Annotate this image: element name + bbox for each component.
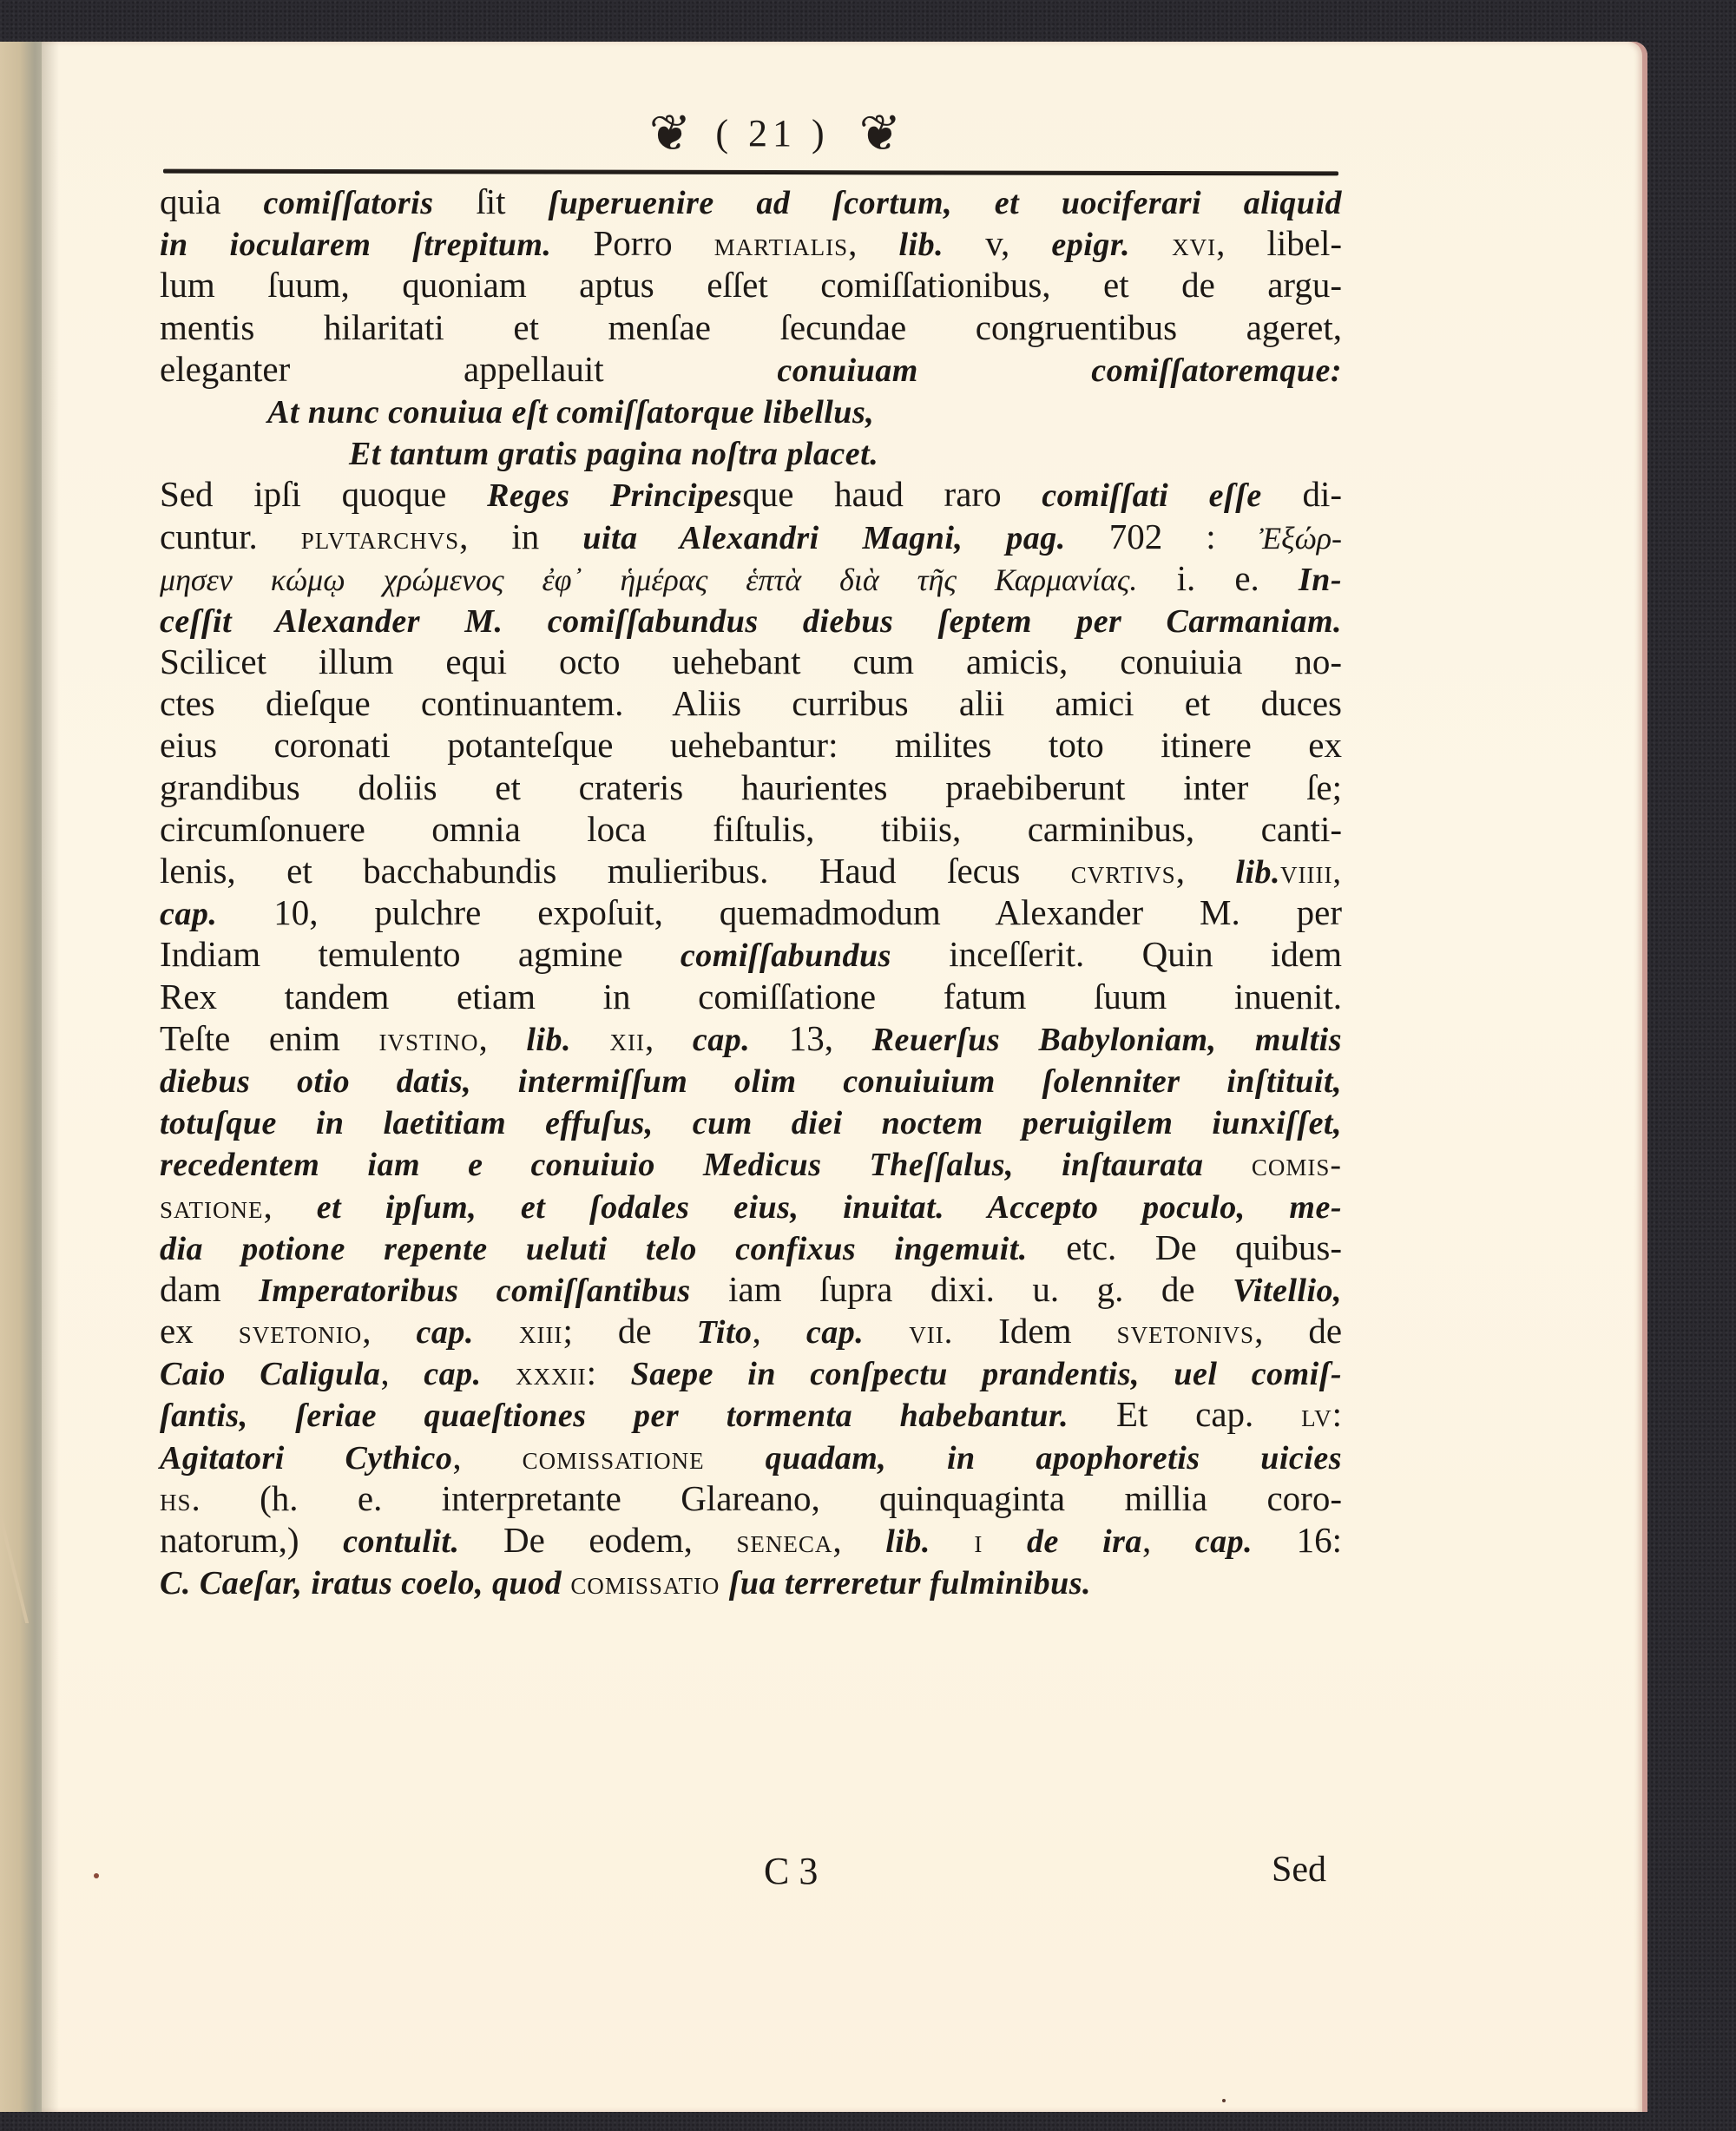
small-caps-name: vii. [909,1314,954,1352]
text-line [160,933,1342,975]
italic-text: contulit. [343,1523,460,1560]
roman-text: cuntur. [160,516,301,556]
italic-text: Saepe in conſpectu prandentis, uel comiſ- [630,1356,1343,1393]
italic-text: comiſſati eſſe [1042,477,1262,515]
roman-text [720,1562,728,1602]
ink-speck [94,1873,99,1878]
body-text [160,181,1342,1602]
roman-text: Et cap. [1069,1394,1302,1435]
fleuron-left-icon: ❦ [648,103,687,162]
small-caps-name: comissatione [522,1439,705,1477]
small-caps-name: xxxii [516,1356,587,1393]
roman-text [562,1562,570,1602]
small-caps-name: martialis [713,227,849,264]
text-line [160,1017,1342,1059]
text-line [160,1436,1342,1477]
text-line [160,1519,1342,1561]
text-line [160,1310,1342,1352]
text-line [160,641,1342,682]
roman-text [571,1018,610,1058]
roman-text: eleganter appellauit [160,348,778,389]
roman-text [1130,223,1172,263]
italic-text: In- [1298,561,1342,598]
roman-text: Teſte enim [160,1017,379,1058]
roman-text [983,1520,1027,1560]
roman-text: natorum,) [160,1520,344,1560]
roman-text: . (h. e. interpretante Glareano, quinquaginta millia coro- [191,1477,1342,1518]
italic-text: quadam, in apophoretis uicies [765,1439,1343,1477]
small-caps-name: comis- [1251,1147,1342,1184]
roman-text: , [1175,851,1236,891]
italic-text: ceſſit Alexander M. comiſſabundus diebus ſeptem per Carmaniam. [160,602,1342,640]
roman-text: di- [1261,474,1343,515]
roman-text: De eodem, [459,1520,737,1560]
italic-text: ſua terreretur fulminibus. [728,1565,1092,1602]
roman-text: Porro [551,223,714,264]
small-caps-name: viiii, [1280,854,1342,891]
italic-text: Agitatori Cythico [160,1439,453,1477]
running-header [556,102,990,163]
roman-text: circumſonuere omnia loca fiſtulis, tibiis, carminibus, canti- [160,808,1342,849]
roman-text: ; de [562,1311,697,1352]
roman-text: Rex tandem etiam in comiſſatione fatum ſuum inuenit. [160,976,1342,1016]
small-caps-name: lv [1301,1398,1332,1435]
roman-text: 10, pulchre expoſuit, quemadmodum Alexander M. per [217,892,1342,933]
roman-text: lenis, et bacchabundis mulieribus. Haud ſecus [160,851,1071,891]
roman-text: iam ſupra dixi. u. g. de [690,1268,1233,1309]
italic-text: cap. [424,1356,482,1393]
text-line [160,1059,1342,1101]
text-line [160,766,1342,808]
roman-text [1204,1143,1252,1183]
small-caps-name: svetonivs [1116,1314,1255,1352]
small-caps-name: satione [160,1188,264,1226]
italic-text: Vitellio, [1233,1272,1342,1309]
ink-speck [1222,2099,1226,2102]
text-line [160,1227,1342,1268]
text-line [160,431,1342,473]
italic-text: de ira [1026,1523,1142,1560]
roman-text: : [586,1352,631,1393]
roman-text: , [645,1017,693,1058]
text-line [160,599,1342,641]
roman-text: v, [944,223,1052,264]
book-gutter [0,42,43,2112]
small-caps-name: plvtarchvs [300,519,460,556]
roman-text: : [1332,1394,1342,1435]
italic-text: comiſſatoris [263,185,434,221]
roman-text: quia [160,181,264,221]
italic-text: cap. [806,1314,865,1352]
roman-text: 16: [1253,1520,1343,1560]
roman-text: Sed ipſi quoque [160,474,488,515]
roman-text: ctes dieſque continuantem. Aliis curribus alii amici et duces [160,683,1342,724]
greek-text: μησεν κώμῳ χρώμενος ἐφ᾽ ἡμέρας ἑπτὰ διὰ τῆς Καρμανίας. [160,562,1138,597]
roman-text: ex [160,1311,239,1352]
roman-text: Scilicet illum equi octo uehebant cum amicis, conuiuia no- [160,641,1342,682]
italic-text: in iocularem ſtrepitum. [160,227,552,264]
text-line [160,264,1342,306]
roman-text: , [752,1311,806,1352]
small-caps-name: xvi [1172,227,1217,264]
roman-text: lum ſuum, quoniam aptus eſſet comiſſationibus, et de argu- [160,265,1342,306]
roman-text: eius coronati potanteſque uehebantur: milites toto itinere ex [160,725,1342,766]
roman-text: , [478,1017,527,1058]
italic-text: conuiuam comiſſatoremque: [777,352,1342,389]
italic-text: Reges Principes [487,477,743,515]
text-line [160,222,1342,264]
italic-text: lib. [885,1523,930,1560]
italic-text: diebus otio datis, intermiſſum olim conuiuium ſolenniter inſtituit, [160,1062,1342,1100]
italic-text: Tito [696,1314,753,1352]
italic-text: Caio Caligula [160,1356,381,1393]
italic-text: comiſſabundus [680,937,891,975]
roman-text: , [452,1436,523,1477]
text-line [160,1352,1342,1393]
roman-text: grandibus doliis et crateris haurientes praebiberunt inter ſe; [160,766,1342,807]
text-line [160,1101,1342,1142]
italic-text: recedentem iam e conuiuio Medicus Theſſalus, inſtaurata [160,1147,1204,1184]
roman-text: , [848,223,899,264]
catchword: Sed [1272,1850,1326,1890]
page-number: ( 21 ) [715,111,830,155]
text-line [160,976,1342,1017]
text-line [160,1142,1342,1184]
roman-text: Indiam temulento agmine [160,934,681,975]
italic-text: cap. [1194,1523,1253,1560]
small-caps-name: comissatio [570,1565,720,1602]
text-line [160,473,1342,515]
text-line [160,1185,1342,1227]
roman-text [474,1311,519,1351]
italic-text: lib. [898,227,944,264]
italic-text: dia potione repente ueluti telo confixus ingemuit. [160,1230,1028,1267]
italic-text: cap. [160,896,218,933]
text-line [160,1561,1342,1602]
roman-text: ſit [433,181,549,221]
small-caps-name: svetonio [238,1314,363,1352]
small-caps-name: seneca [736,1523,833,1560]
small-caps-name: i [974,1523,983,1560]
roman-text: 702 : [1065,516,1259,556]
roman-text: , [263,1185,317,1226]
roman-text: , [832,1520,886,1560]
italic-text: Et tantum gratis pagina noſtra placet. [349,436,879,473]
roman-text: dam [160,1268,260,1309]
italic-text: Reuerſus Babyloniam, multis [871,1021,1343,1058]
text-line [160,390,1342,431]
roman-text [930,1520,975,1560]
italic-text: et ipſum, et ſodales eius, inuitat. Accepto poculo, me- [316,1188,1342,1226]
roman-text [705,1437,766,1477]
roman-text: Idem [953,1311,1117,1352]
italic-text: lib. [526,1021,571,1058]
italic-text: Imperatoribus comiſſantibus [259,1272,691,1309]
text-line [160,516,1342,557]
italic-text: ſuperuenire ad ſcortum, et uociferari aliquid [548,185,1342,221]
small-caps-name: ivstino [378,1021,479,1058]
italic-text: ſantis, ſeriae quaeſtiones per tormenta habebantur. [160,1398,1069,1435]
italic-text: totuſque in laetitiam effuſus, cum diei noctem peruigilem iunxiſſet, [160,1105,1342,1142]
italic-text: epigr. [1051,227,1131,264]
roman-text: inceſſerit. Quin idem [891,934,1342,975]
text-line [160,348,1342,390]
italic-text: cap. [416,1314,474,1352]
text-line [160,808,1342,850]
roman-text [482,1352,516,1392]
roman-text: etc. De quibus- [1027,1227,1342,1267]
text-line [160,557,1342,599]
roman-text: , in [459,516,583,556]
greek-text: Ἐξώρ- [1259,520,1342,556]
roman-text [864,1311,909,1351]
italic-text: At nunc conuiua eſt comiſſatorque libellus, [267,393,875,431]
text-line [160,724,1342,766]
roman-text: i. e. [1137,557,1299,598]
roman-text: que haud raro [742,474,1042,515]
fleuron-right-icon: ❦ [858,103,897,162]
roman-text: , [1141,1520,1195,1560]
roman-text: , [380,1352,424,1393]
italic-text: lib. [1235,854,1281,891]
italic-text: cap. [692,1021,751,1058]
small-caps-name: hs [160,1481,192,1518]
text-line [160,1268,1342,1310]
italic-text: uita Alexandri Magni, pag. [582,519,1066,556]
italic-text: C. Caeſar, iratus coelo, quod [160,1565,562,1602]
text-line [160,1477,1342,1519]
text-line [160,850,1342,891]
small-caps-name: xiii [518,1314,563,1352]
text-line [160,891,1342,933]
text-line [160,181,1342,222]
roman-text: , [362,1311,417,1352]
roman-text: , libel- [1216,223,1343,264]
text-line [160,682,1342,724]
small-caps-name: xii [609,1021,646,1058]
small-caps-name: cvrtivs [1070,854,1176,891]
roman-text: mentis hilaritati et menſae ſecundae congruentibus ageret, [160,306,1342,347]
roman-text: , de [1254,1311,1343,1352]
text-line [160,306,1342,348]
text-line [160,1393,1342,1435]
signature-mark: C 3 [764,1850,819,1892]
roman-text: 13, [750,1017,872,1058]
